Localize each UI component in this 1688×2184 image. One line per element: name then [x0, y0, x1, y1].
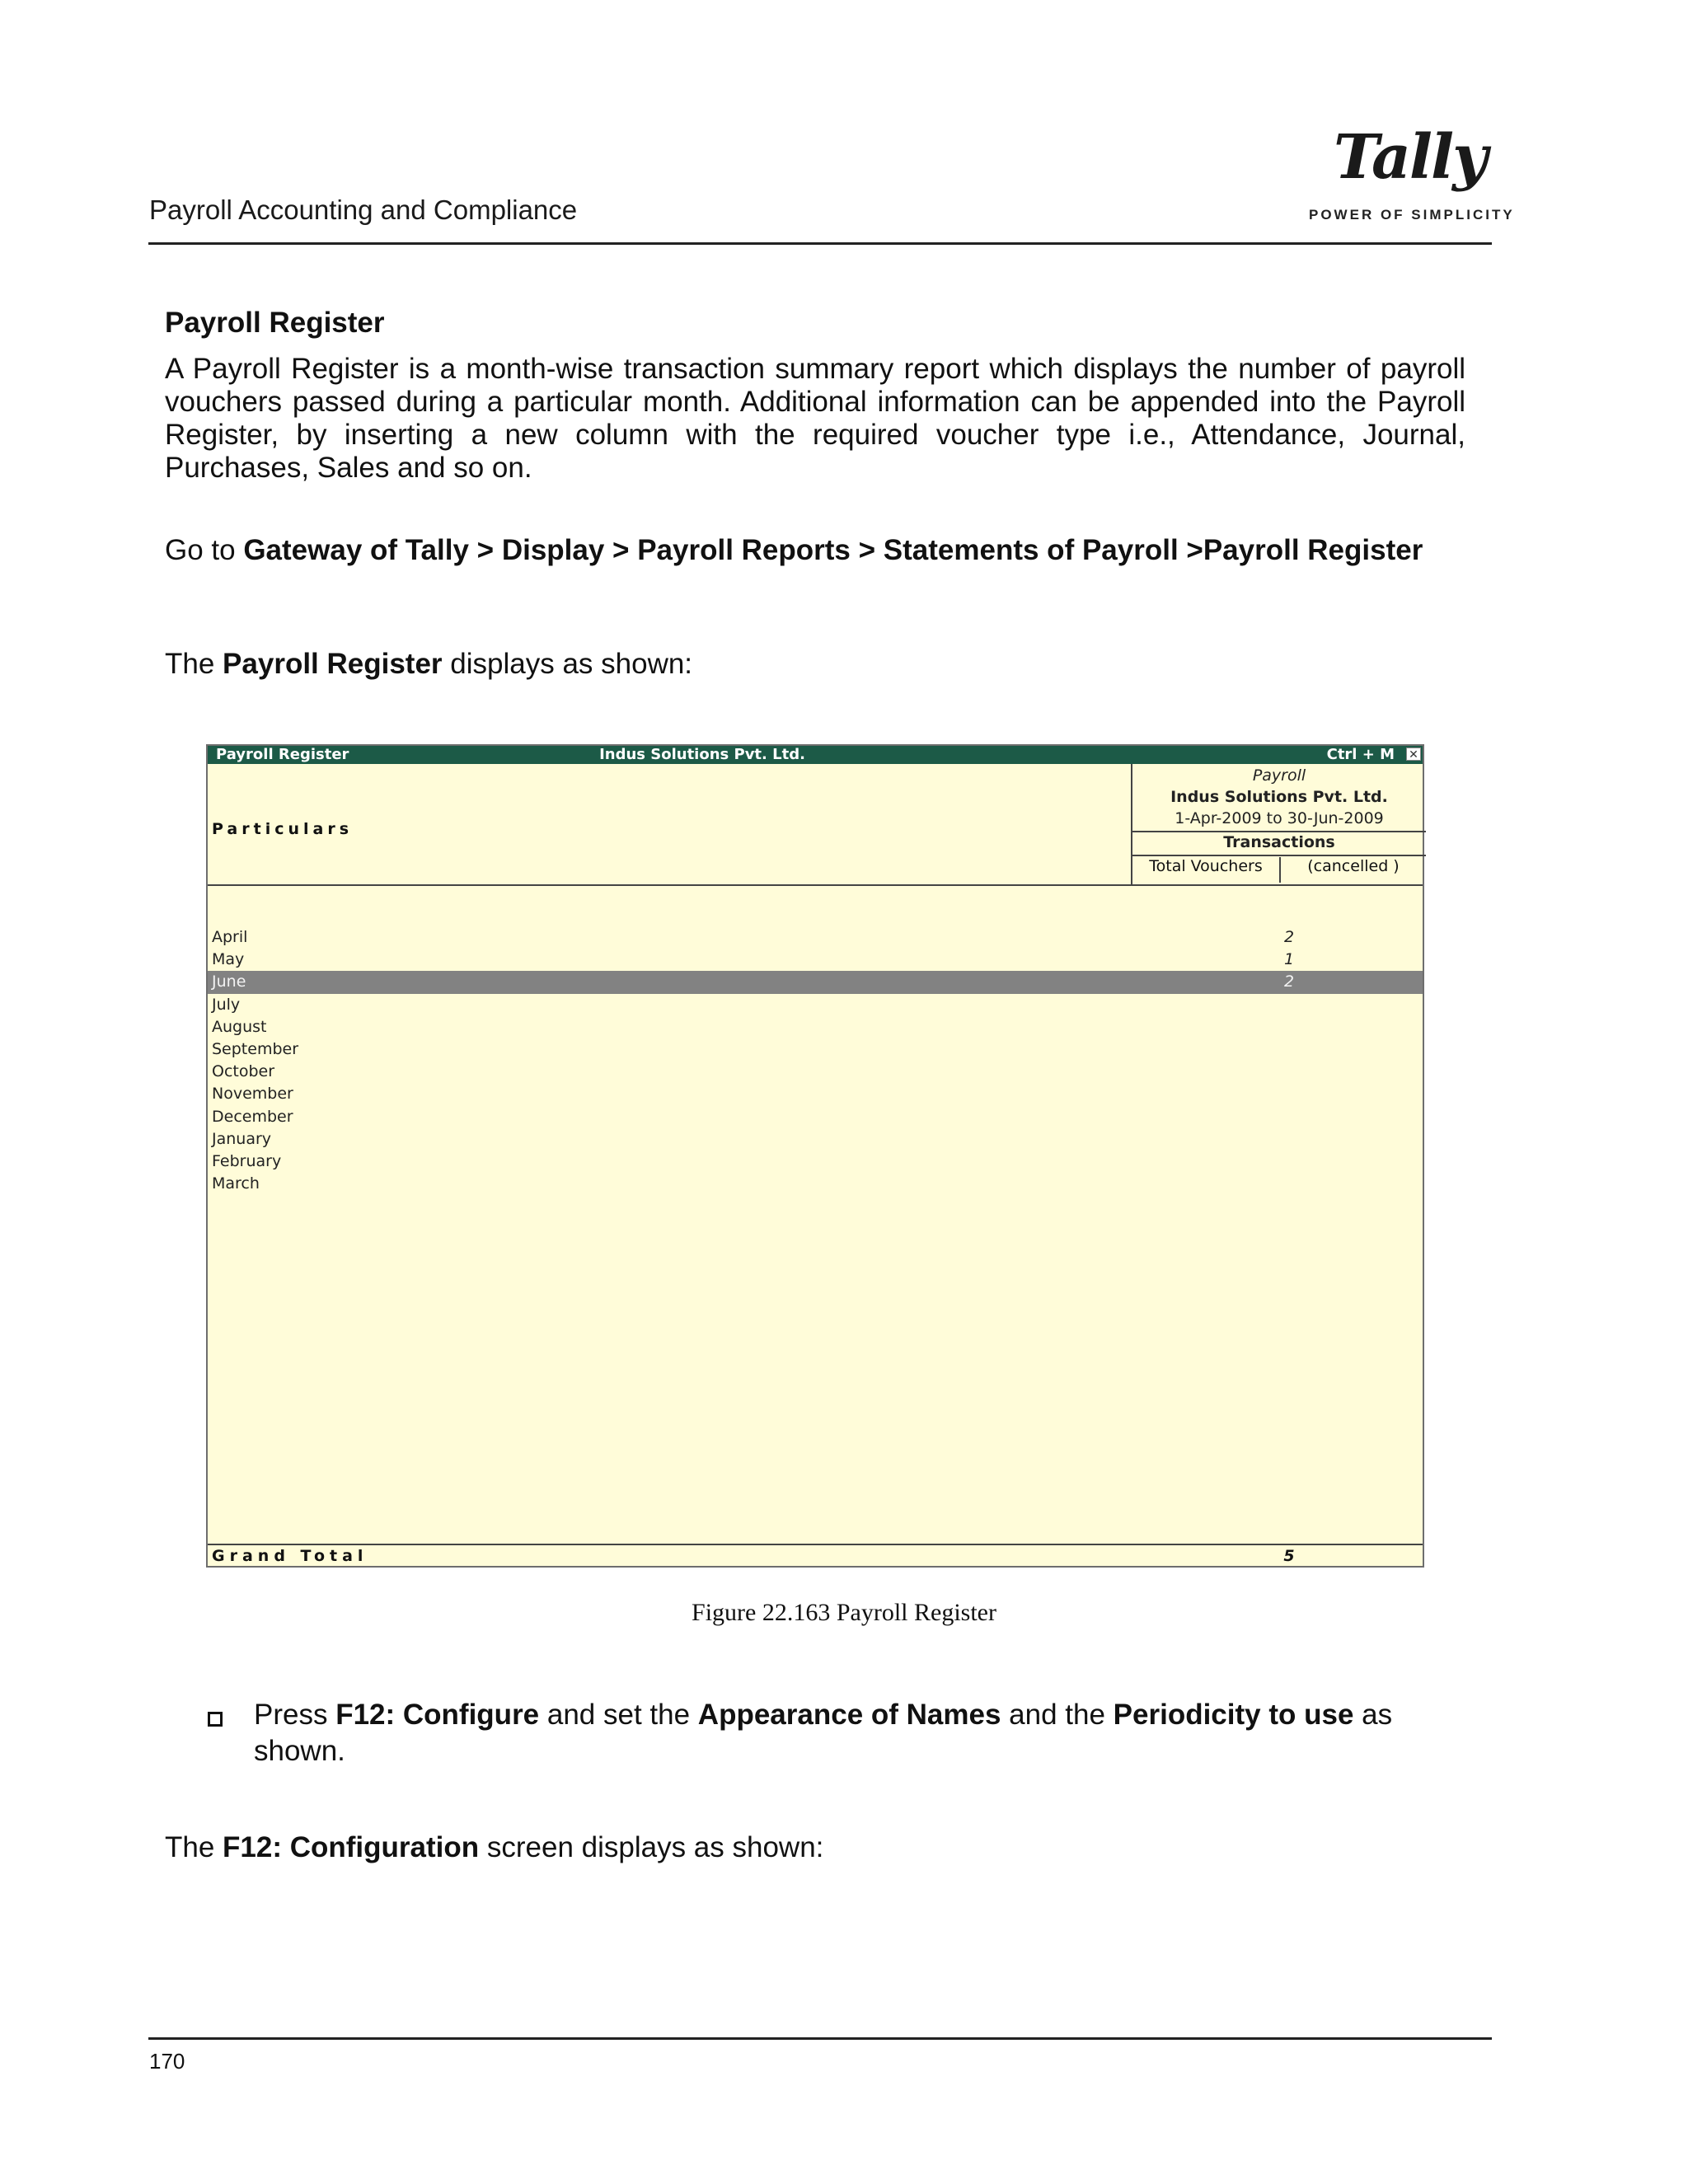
- table-row[interactable]: [208, 971, 1423, 993]
- voucher-count: 1: [1283, 950, 1295, 969]
- section-heading: Payroll Register: [165, 307, 385, 339]
- header-rule: [148, 242, 1492, 245]
- bullet-square-icon: [208, 1712, 223, 1727]
- document-header-title: Payroll Accounting and Compliance: [149, 194, 578, 225]
- close-icon[interactable]: ✕: [1406, 748, 1421, 761]
- grand-total-value: 5: [1283, 1547, 1295, 1565]
- column-company: Indus Solutions Pvt. Ltd.: [1170, 788, 1388, 806]
- navigation-path-paragraph: [165, 534, 1465, 567]
- column-group-label: Transactions: [1223, 833, 1335, 851]
- month-label: April: [212, 928, 248, 946]
- window-shortcut: Ctrl + M: [1326, 746, 1395, 763]
- page-number: 170: [149, 2049, 185, 2074]
- intro-paragraph: A Payroll Register is a month-wise transaction summary report which displays the number of payroll vouchers passed during a particular month. Additional information can be appended into the Payroll Register, by inserting a new column with the required voucher type i.e., Attendance, Journal, Purchases, Sales and so on.: [165, 353, 1465, 484]
- month-label: June: [212, 972, 246, 991]
- subcolumn-total-vouchers: Total Vouchers: [1132, 857, 1281, 883]
- table-row[interactable]: [208, 926, 1423, 949]
- nav-path: Gateway of Tally > Display > Payroll Reports > Statements of Payroll >Payroll Register: [243, 534, 1423, 566]
- tally-logo: Tally: [1334, 122, 1487, 193]
- table-row[interactable]: [208, 1106, 1423, 1128]
- month-label: August: [212, 1017, 267, 1036]
- grand-total-label: Grand Total: [212, 1547, 368, 1565]
- month-label: May: [212, 950, 245, 969]
- table-row[interactable]: [208, 1151, 1423, 1173]
- table-row[interactable]: [208, 1061, 1423, 1083]
- payroll-column-header: [1131, 764, 1426, 884]
- payroll-register-window: [206, 744, 1424, 1568]
- window-title: Payroll Register: [216, 746, 349, 763]
- month-label: March: [212, 1174, 260, 1193]
- table-row[interactable]: [208, 994, 1423, 1016]
- month-label: September: [212, 1039, 299, 1058]
- window-company-name: Indus Solutions Pvt. Ltd.: [599, 746, 805, 763]
- voucher-count: 2: [1283, 972, 1295, 991]
- bullet-instruction: Press F12: Configure and set the Appearance of Names and the Periodicity to use as shown.: [254, 1699, 1393, 1767]
- month-label: July: [212, 995, 241, 1014]
- column-header: [208, 764, 1423, 886]
- column-period: 1-Apr-2009 to 30-Jun-2009: [1175, 809, 1384, 827]
- table-row[interactable]: [208, 1173, 1423, 1195]
- footer-rule: [148, 2037, 1492, 2040]
- window-titlebar: [208, 746, 1423, 764]
- column-divider: [1132, 831, 1426, 832]
- month-label: January: [212, 1129, 272, 1148]
- table-row[interactable]: [208, 1016, 1423, 1038]
- displays-as-shown-line: The Payroll Register displays as shown:: [165, 648, 693, 680]
- table-row[interactable]: [208, 1083, 1423, 1105]
- month-label: February: [212, 1151, 282, 1170]
- configuration-line: The F12: Configuration screen displays as shown:: [165, 1831, 824, 1863]
- voucher-count: 2: [1283, 928, 1295, 946]
- table-row[interactable]: [208, 1038, 1423, 1061]
- column-heading: Payroll: [1252, 766, 1306, 785]
- month-rows: [208, 926, 1423, 1195]
- tally-logo-tagline: POWER OF SIMPLICITY: [1309, 207, 1515, 223]
- column-divider: [1132, 855, 1426, 856]
- month-label: November: [212, 1085, 293, 1104]
- month-label: October: [212, 1062, 275, 1081]
- table-row[interactable]: [208, 1128, 1423, 1151]
- subcolumn-cancelled: (cancelled ): [1307, 857, 1400, 875]
- grand-total-row: [208, 1544, 1423, 1569]
- table-row[interactable]: [208, 949, 1423, 971]
- particulars-label: Particulars: [212, 820, 354, 838]
- figure-caption: Figure 22.163 Payroll Register: [692, 1599, 996, 1626]
- month-label: December: [212, 1107, 293, 1126]
- nav-prefix: Go to: [165, 534, 244, 566]
